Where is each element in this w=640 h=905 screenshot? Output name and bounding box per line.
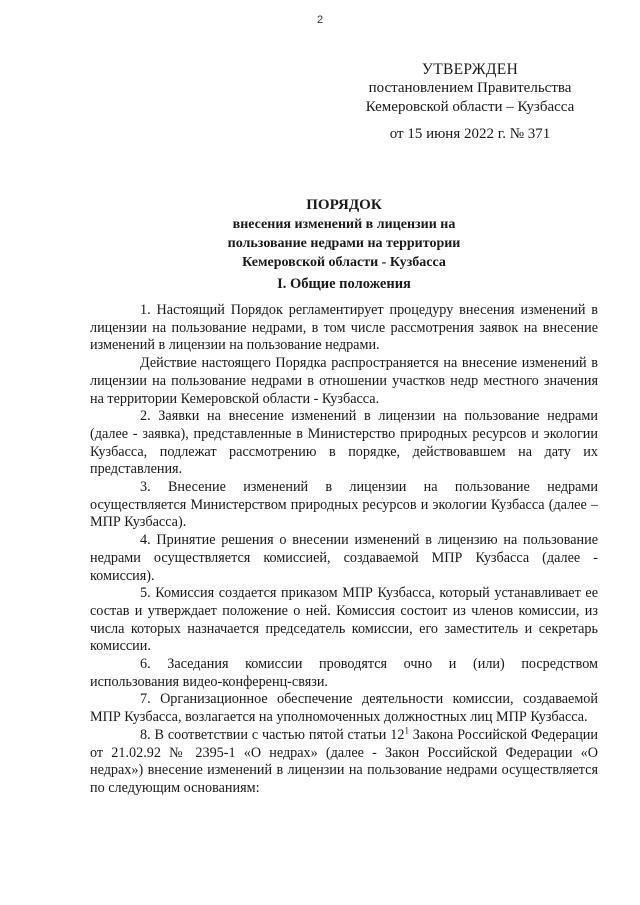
paragraph-9 [90, 727, 598, 798]
document-subtitle-line-3: Кемеровской области - Кузбасса [242, 255, 446, 270]
document-title: ПОРЯДОК [306, 197, 382, 213]
document-subtitle-line-2: пользование недрами на территории [227, 236, 461, 251]
paragraph-9-start: 8. В соответствии с частью пятой статьи 12 [140, 726, 405, 743]
approval-block [330, 60, 610, 144]
paragraph-4: 3. Внесение изменений в лицензии на пользование недрами осуществляется Министерством природных ресурсов и экологии Кузбасса (далее – МПР Кузбасса). [90, 479, 598, 531]
document-body [90, 302, 598, 798]
section-title: I. Общие положения [277, 276, 411, 292]
approval-line-2: Кемеровской области – Кузбасса [365, 99, 575, 115]
document-subtitle-line-1: внесения изменений в лицензии на [232, 217, 456, 232]
paragraph-6: 5. Комиссия создается приказом МПР Кузбасса, который устанавливает ее состав и утверждает положение о ней. Комиссия состоит из членов комиссии, из числа которых назначается председатель комиссии, его заместитель и секретарь комиссии. [90, 585, 598, 655]
page-number: 2 [316, 14, 324, 26]
paragraph-8: 7. Организационное обеспечение деятельности комиссии, создаваемой МПР Кузбасса, возлагается на уполномоченных должностных лиц МПР Кузбасса. [90, 691, 598, 726]
paragraph-2: Действие настоящего Порядка распространяется на внесение изменений в лицензии на пользование недрами в отношении участков недр местного значения на территории Кемеровской области - Кузбасса. [90, 355, 598, 407]
footnote-superscript: 1 [404, 725, 409, 736]
paragraph-7: 6. Заседания комиссии проводятся очно и (или) посредством использования видео-конференц-связи. [90, 656, 598, 690]
approval-line-1: постановлением Правительства [368, 80, 572, 96]
document-heading [90, 196, 598, 272]
paragraph-5: 4. Принятие решения о внесении изменений в лицензию на пользование недрами осуществляется комиссией, создаваемой МПР Кузбасса (далее - комиссия). [90, 532, 598, 584]
approval-title: УТВЕРЖДЕН [421, 61, 519, 78]
paragraph-3: 2. Заявки на внесение изменений в лицензии на пользование недрами (далее - заявка), представленные в Министерство природных ресурсов и экологии Кузбасса, подлежат рассмотрению в порядке, действовавшем на дату их представления. [90, 408, 598, 478]
paragraph-1: 1. Настоящий Порядок регламентирует процедуру внесения изменений в лицензии на пользование недрами, в том числе рассмотрения заявок на внесение изменений в лицензии на пользование недрами. [90, 302, 598, 354]
approval-date: от 15 июня 2022 г. № 371 [389, 126, 551, 142]
paragraph-9-end: Закона Российской Федерации от 21.02.92 № 2395-1 «О недрах» (далее - Закон Российской Федерации «О недрах») внесение изменений в лицензии на пользование недрами осуществляется по следующим основаниям: [90, 726, 598, 796]
